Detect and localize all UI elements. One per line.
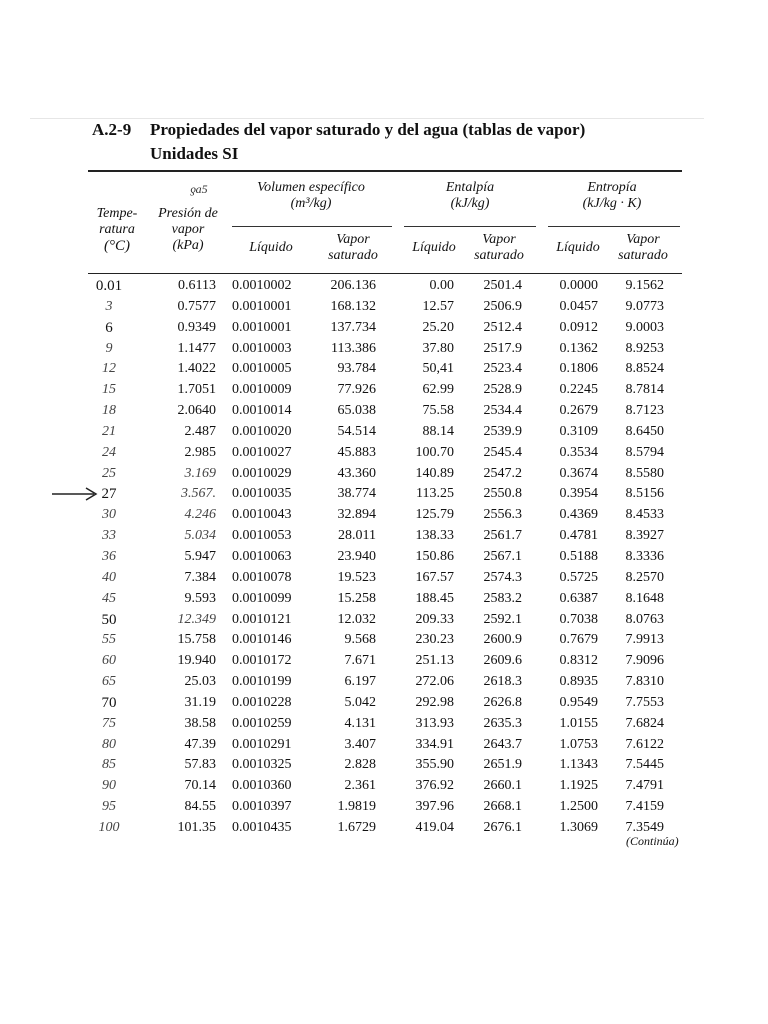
cell-volume-liquid: 0.0010435 <box>232 819 292 835</box>
cell-enthalpy-liquid: 37.80 <box>422 340 454 356</box>
cell-volume-liquid: 0.0010172 <box>232 653 292 669</box>
cell-volume-vapor: 5.042 <box>344 694 376 710</box>
cell-enthalpy-vapor: 2512.4 <box>483 319 522 335</box>
cell-entropy-vapor: 8.5794 <box>625 444 664 460</box>
cell-temperature: 12 <box>102 361 116 377</box>
header-vapor-line1: Vapor <box>336 232 370 247</box>
cell-volume-liquid: 0.0010063 <box>232 548 292 564</box>
cell-volume-liquid: 0.0010009 <box>232 382 292 398</box>
cell-enthalpy-vapor: 2635.3 <box>483 715 522 731</box>
cell-entropy-liquid: 0.4369 <box>559 507 598 523</box>
cell-volume-liquid: 0.0010035 <box>232 486 292 502</box>
cell-enthalpy-vapor: 2660.1 <box>483 778 522 794</box>
cell-entropy-vapor: 7.7553 <box>625 694 664 710</box>
cell-volume-vapor: 32.894 <box>337 507 376 523</box>
cell-volume-liquid: 0.0010078 <box>232 569 292 585</box>
header-volume-vapor <box>318 232 388 264</box>
cell-entropy-vapor: 9.0003 <box>625 319 664 335</box>
cell-volume-vapor: 28.011 <box>338 528 376 544</box>
cell-pressure: 0.9349 <box>177 319 216 335</box>
cell-temperature: 24 <box>102 444 116 460</box>
cell-temperature: 3 <box>105 298 113 314</box>
cell-temperature: 9 <box>105 340 113 356</box>
cell-temperature: 0.01 <box>95 278 123 294</box>
cell-temperature: 50 <box>101 611 117 628</box>
cell-enthalpy-vapor: 2556.3 <box>483 507 522 523</box>
cell-enthalpy-vapor: 2547.2 <box>483 465 522 481</box>
cell-entropy-liquid: 0.5188 <box>559 548 598 564</box>
cell-volume-vapor: 19.523 <box>337 569 376 585</box>
cell-enthalpy-vapor: 2567.1 <box>483 548 522 564</box>
continued-note: (Continúa) <box>626 834 679 848</box>
cell-volume-liquid: 0.0010291 <box>232 736 292 752</box>
cell-volume-vapor: 65.038 <box>337 403 376 419</box>
cell-temperature: 55 <box>102 632 116 648</box>
cell-entropy-vapor: 8.5580 <box>625 465 664 481</box>
cell-entropy-vapor: 8.3336 <box>625 548 664 564</box>
cell-entropy-vapor: 7.6824 <box>625 715 664 731</box>
cell-pressure: 4.246 <box>184 507 216 523</box>
cell-enthalpy-liquid: 272.06 <box>415 674 454 690</box>
cell-enthalpy-vapor: 2501.4 <box>483 278 522 293</box>
column-entropy-liquid <box>548 276 598 839</box>
cell-pressure: 7.384 <box>184 569 216 585</box>
cell-pressure: 15.758 <box>177 632 216 648</box>
cell-entropy-vapor: 9.0773 <box>625 298 664 314</box>
cell-temperature: 85 <box>102 757 116 773</box>
enthalpy-subrule <box>404 226 536 227</box>
cell-volume-liquid: 0.0010397 <box>232 799 292 815</box>
volume-subrule <box>232 226 392 227</box>
cell-volume-vapor: 54.514 <box>337 423 376 439</box>
cell-enthalpy-liquid: 25.20 <box>422 319 454 335</box>
cell-enthalpy-vapor: 2618.3 <box>483 674 522 690</box>
cell-entropy-liquid: 0.2679 <box>559 403 598 419</box>
cell-entropy-vapor: 7.8310 <box>625 674 664 690</box>
header-volume-liquid: Líquido <box>249 240 293 255</box>
cell-volume-liquid: 0.0010005 <box>232 361 292 377</box>
header-enthalpy-vapor <box>466 232 532 264</box>
cell-pressure: 47.39 <box>184 736 216 752</box>
header-volume-title: Volumen específico <box>257 180 365 195</box>
cell-volume-vapor: 15.258 <box>337 590 376 606</box>
cell-volume-liquid: 0.0010121 <box>232 611 292 627</box>
cell-volume-vapor: 12.032 <box>337 611 376 627</box>
cell-temperature: 45 <box>102 590 116 606</box>
cell-entropy-liquid: 0.6387 <box>559 590 598 606</box>
cell-temperature: 90 <box>102 778 116 794</box>
table-title-text: Propiedades del vapor saturado y del agua (tablas de vapor) <box>150 120 586 139</box>
cell-volume-liquid: 0.0010014 <box>232 403 292 419</box>
cell-volume-vapor: 137.734 <box>330 319 376 335</box>
cell-enthalpy-liquid: 88.14 <box>422 423 454 439</box>
cell-pressure: 101.35 <box>177 819 216 835</box>
cell-entropy-liquid: 0.0912 <box>559 319 598 335</box>
cell-volume-liquid: 0.0010029 <box>232 465 292 481</box>
cell-volume-vapor: 168.132 <box>330 298 376 314</box>
cell-entropy-liquid: 0.8312 <box>559 653 598 669</box>
cell-volume-vapor: 23.940 <box>337 548 376 564</box>
cell-enthalpy-vapor: 2643.7 <box>483 736 522 752</box>
cell-volume-liquid: 0.0010027 <box>232 444 292 460</box>
header-enthalpy-title: Entalpía <box>445 180 495 195</box>
cell-temperature: 21 <box>102 423 116 439</box>
cell-entropy-liquid: 1.1343 <box>559 757 598 773</box>
cell-pressure: 9.593 <box>184 590 216 606</box>
cell-pressure: 2.0640 <box>177 403 216 419</box>
cell-entropy-vapor: 7.4159 <box>625 799 664 815</box>
cell-volume-liquid: 0.0010053 <box>232 528 292 544</box>
cell-enthalpy-liquid: 12.57 <box>422 298 454 314</box>
cell-volume-liquid: 0.0010199 <box>232 674 292 690</box>
header-pressure <box>148 206 228 254</box>
cell-entropy-liquid: 0.7038 <box>559 611 598 627</box>
cell-entropy-liquid: 0.0000 <box>559 278 598 293</box>
cell-enthalpy-liquid: 251.13 <box>415 653 454 669</box>
cell-entropy-vapor: 7.9913 <box>625 632 664 648</box>
cell-enthalpy-vapor: 2550.8 <box>483 486 522 502</box>
cell-volume-liquid: 0.0010001 <box>232 319 292 335</box>
cell-temperature: 6 <box>105 319 113 336</box>
header-vapor-line1: Vapor <box>626 232 660 247</box>
header-bottom-rule <box>88 273 682 274</box>
cell-volume-liquid: 0.0010003 <box>232 340 292 356</box>
cell-pressure: 57.83 <box>184 757 216 773</box>
cell-volume-vapor: 77.926 <box>337 382 376 398</box>
cell-entropy-liquid: 1.0155 <box>559 715 598 731</box>
table-subtitle: Unidades SI <box>150 144 239 163</box>
cell-enthalpy-liquid: 113.25 <box>416 486 454 502</box>
header-enthalpy-liquid: Líquido <box>412 240 456 255</box>
cell-volume-vapor: 93.784 <box>337 361 376 377</box>
cell-enthalpy-vapor: 2574.3 <box>483 569 522 585</box>
cell-enthalpy-liquid: 355.90 <box>415 757 454 773</box>
cell-entropy-vapor: 8.6450 <box>625 423 664 439</box>
header-entropy-liquid: Líquido <box>556 240 600 255</box>
arrow-pointer-icon <box>50 484 102 504</box>
cell-entropy-liquid: 0.3954 <box>559 486 598 502</box>
cell-entropy-liquid: 1.2500 <box>559 799 598 815</box>
cell-pressure: 70.14 <box>184 778 216 794</box>
table-number: A.2-9 <box>92 120 132 139</box>
cell-entropy-vapor: 8.7123 <box>625 403 664 419</box>
header-pressure-line1: Presión de <box>158 206 218 221</box>
cell-pressure: 2.985 <box>184 444 216 460</box>
header-entropy-title: Entropía <box>587 180 637 195</box>
cell-temperature: 75 <box>102 715 116 731</box>
cell-enthalpy-liquid: 125.79 <box>415 507 454 523</box>
header-volume-group <box>236 180 386 212</box>
cell-pressure: 84.55 <box>184 799 216 815</box>
column-temperature <box>90 276 128 839</box>
cell-pressure: 31.19 <box>184 694 216 710</box>
cell-volume-liquid: 0.0010360 <box>232 778 292 794</box>
cell-enthalpy-vapor: 2600.9 <box>483 632 522 648</box>
cell-enthalpy-liquid: 50,41 <box>422 361 454 377</box>
header-temp-line1: Tempe- <box>96 206 138 221</box>
header-temperature <box>86 206 148 254</box>
cell-enthalpy-vapor: 2668.1 <box>483 799 522 815</box>
cell-entropy-vapor: 9.1562 <box>625 278 664 293</box>
cell-enthalpy-liquid: 376.92 <box>415 778 454 794</box>
cell-entropy-liquid: 0.7679 <box>559 632 598 648</box>
cell-pressure: 5.034 <box>184 528 216 544</box>
cell-enthalpy-liquid: 75.58 <box>422 403 454 419</box>
cell-entropy-vapor: 8.2570 <box>625 569 664 585</box>
cell-pressure: 0.6113 <box>178 278 216 293</box>
cell-pressure: 1.4022 <box>177 361 216 377</box>
cell-volume-liquid: 0.0010020 <box>232 423 292 439</box>
cell-entropy-liquid: 0.2245 <box>559 382 598 398</box>
header-enthalpy-group <box>410 180 530 212</box>
cell-entropy-vapor: 8.4533 <box>625 507 664 523</box>
column-enthalpy-vapor <box>470 276 522 839</box>
cell-temperature: 70 <box>101 694 117 711</box>
header-vapor-line2: saturado <box>618 248 668 263</box>
header-entropy-vapor <box>610 232 676 264</box>
cell-enthalpy-liquid: 150.86 <box>415 548 454 564</box>
header-pressure-line2: vapor <box>171 222 205 237</box>
cell-temperature: 65 <box>102 674 116 690</box>
cell-entropy-vapor: 7.3549 <box>625 819 664 835</box>
cell-enthalpy-vapor: 2583.2 <box>483 590 522 606</box>
cell-entropy-vapor: 7.9096 <box>625 653 664 669</box>
cell-entropy-vapor: 8.7814 <box>625 382 664 398</box>
header-vapor-line2: saturado <box>474 248 524 263</box>
cell-volume-liquid: 0.0010325 <box>232 757 292 773</box>
cell-enthalpy-vapor: 2517.9 <box>483 340 522 356</box>
cell-temperature: 40 <box>102 569 116 585</box>
cell-temperature: 33 <box>102 528 116 544</box>
cell-pressure: 5.947 <box>184 548 216 564</box>
cell-pressure: 12.349 <box>177 611 216 627</box>
cell-volume-vapor: 43.360 <box>337 465 376 481</box>
cell-pressure: 38.58 <box>184 715 216 731</box>
cell-temperature: 60 <box>102 653 116 669</box>
cell-enthalpy-liquid: 138.33 <box>415 528 454 544</box>
cell-temperature: 30 <box>102 507 116 523</box>
cell-volume-liquid: 0.0010043 <box>232 507 292 523</box>
cell-entropy-liquid: 1.0753 <box>559 736 598 752</box>
cell-enthalpy-vapor: 2651.9 <box>483 757 522 773</box>
column-entropy-vapor <box>612 276 664 839</box>
cell-enthalpy-liquid: 334.91 <box>415 736 454 752</box>
cell-enthalpy-vapor: 2545.4 <box>483 444 522 460</box>
cell-enthalpy-vapor: 2609.6 <box>483 653 522 669</box>
cell-pressure: 19.940 <box>177 653 216 669</box>
cell-entropy-liquid: 0.1362 <box>559 340 598 356</box>
cell-pressure: 1.1477 <box>177 340 216 356</box>
cell-enthalpy-liquid: 313.93 <box>415 715 454 731</box>
cell-enthalpy-vapor: 2561.7 <box>483 528 522 544</box>
cell-pressure: 2.487 <box>184 423 216 439</box>
header-volume-units: (m³/kg) <box>290 196 332 211</box>
cell-volume-vapor: 2.828 <box>344 757 376 773</box>
cell-entropy-vapor: 7.6122 <box>625 736 664 752</box>
cell-pressure: 0.7577 <box>177 298 216 314</box>
cell-temperature: 36 <box>102 548 116 564</box>
cell-entropy-vapor: 7.5445 <box>625 757 664 773</box>
column-volume-vapor <box>320 276 376 839</box>
cell-entropy-vapor: 8.3927 <box>625 528 664 544</box>
header-temp-line3: (°C) <box>104 238 130 254</box>
cell-pressure: 3.169 <box>184 465 216 481</box>
header-vapor-line2: saturado <box>328 248 378 263</box>
cell-enthalpy-vapor: 2528.9 <box>483 382 522 398</box>
cell-volume-vapor: 3.407 <box>344 736 376 752</box>
cell-enthalpy-liquid: 419.04 <box>415 819 454 835</box>
cell-entropy-vapor: 8.1648 <box>625 590 664 606</box>
cell-volume-vapor: 1.9819 <box>337 799 376 815</box>
cell-volume-vapor: 2.361 <box>344 778 376 794</box>
cell-enthalpy-liquid: 140.89 <box>415 465 454 481</box>
cell-volume-vapor: 1.6729 <box>337 819 376 835</box>
column-pressure <box>156 276 216 839</box>
cell-volume-liquid: 0.0010228 <box>232 694 292 710</box>
cell-volume-vapor: 6.197 <box>344 674 376 690</box>
cell-temperature: 80 <box>102 736 116 752</box>
column-enthalpy-liquid <box>406 276 454 839</box>
cell-entropy-vapor: 8.5156 <box>625 486 664 502</box>
header-enthalpy-units: (kJ/kg) <box>450 196 490 211</box>
cell-enthalpy-vapor: 2676.1 <box>483 819 522 835</box>
cell-enthalpy-liquid: 0.00 <box>429 278 454 293</box>
cell-enthalpy-liquid: 167.57 <box>415 569 454 585</box>
cell-entropy-liquid: 0.4781 <box>559 528 598 544</box>
cell-entropy-liquid: 0.9549 <box>559 694 598 710</box>
cell-volume-vapor: 4.131 <box>344 715 376 731</box>
cell-enthalpy-vapor: 2626.8 <box>483 694 522 710</box>
header-entropy-group <box>552 180 672 212</box>
cell-entropy-liquid: 0.3534 <box>559 444 598 460</box>
cell-temperature: 18 <box>102 403 116 419</box>
cell-volume-liquid: 0.0010002 <box>232 278 292 293</box>
cell-enthalpy-liquid: 397.96 <box>415 799 454 815</box>
cell-temperature: 100 <box>98 819 120 835</box>
cell-volume-vapor: 45.883 <box>337 444 376 460</box>
cell-temperature: 15 <box>102 382 116 398</box>
cell-entropy-liquid: 1.3069 <box>559 819 598 835</box>
table-top-rule <box>88 170 682 172</box>
cell-enthalpy-liquid: 292.98 <box>415 694 454 710</box>
cell-enthalpy-liquid: 100.70 <box>415 444 454 460</box>
cell-enthalpy-vapor: 2539.9 <box>483 423 522 439</box>
cell-volume-vapor: 206.136 <box>330 278 376 293</box>
header-pressure-line3: (kPa) <box>172 238 204 253</box>
handwritten-note: ƍa5 <box>190 182 208 196</box>
header-vapor-line1: Vapor <box>482 232 516 247</box>
cell-temperature: 27 <box>101 486 117 503</box>
cell-volume-vapor: 113.386 <box>331 340 376 356</box>
cell-volume-vapor: 7.671 <box>344 653 376 669</box>
cell-volume-liquid: 0.0010099 <box>232 590 292 606</box>
cell-volume-vapor: 9.568 <box>344 632 376 648</box>
cell-entropy-vapor: 8.8524 <box>625 361 664 377</box>
cell-volume-liquid: 0.0010146 <box>232 632 292 648</box>
cell-enthalpy-vapor: 2506.9 <box>483 298 522 314</box>
cell-entropy-liquid: 0.8935 <box>559 674 598 690</box>
cell-pressure: 1.7051 <box>177 382 216 398</box>
cell-enthalpy-liquid: 209.33 <box>415 611 454 627</box>
cell-enthalpy-liquid: 188.45 <box>415 590 454 606</box>
cell-enthalpy-liquid: 62.99 <box>422 382 454 398</box>
column-volume-liquid <box>232 276 324 839</box>
cell-temperature: 95 <box>102 799 116 815</box>
cell-pressure: 3.567. <box>181 486 216 502</box>
header-entropy-units: (kJ/kg · K) <box>582 196 642 211</box>
cell-volume-liquid: 0.0010259 <box>232 715 292 731</box>
cell-enthalpy-liquid: 230.23 <box>415 632 454 648</box>
cell-entropy-vapor: 7.4791 <box>625 778 664 794</box>
cell-volume-vapor: 38.774 <box>337 486 376 502</box>
cell-entropy-liquid: 0.3109 <box>559 423 598 439</box>
cell-enthalpy-vapor: 2523.4 <box>483 361 522 377</box>
header-temp-line2: ratura <box>99 222 135 237</box>
cell-entropy-liquid: 0.3674 <box>559 465 598 481</box>
entropy-subrule <box>548 226 680 227</box>
cell-entropy-liquid: 1.1925 <box>559 778 598 794</box>
cell-enthalpy-vapor: 2592.1 <box>483 611 522 627</box>
cell-volume-liquid: 0.0010001 <box>232 298 292 314</box>
cell-temperature: 25 <box>102 465 116 481</box>
cell-enthalpy-vapor: 2534.4 <box>483 403 522 419</box>
cell-entropy-vapor: 8.0763 <box>625 611 664 627</box>
cell-entropy-liquid: 0.0457 <box>559 298 598 314</box>
cell-entropy-liquid: 0.5725 <box>559 569 598 585</box>
cell-entropy-liquid: 0.1806 <box>559 361 598 377</box>
top-divider <box>30 118 704 119</box>
cell-pressure: 25.03 <box>184 674 216 690</box>
cell-entropy-vapor: 8.9253 <box>625 340 664 356</box>
